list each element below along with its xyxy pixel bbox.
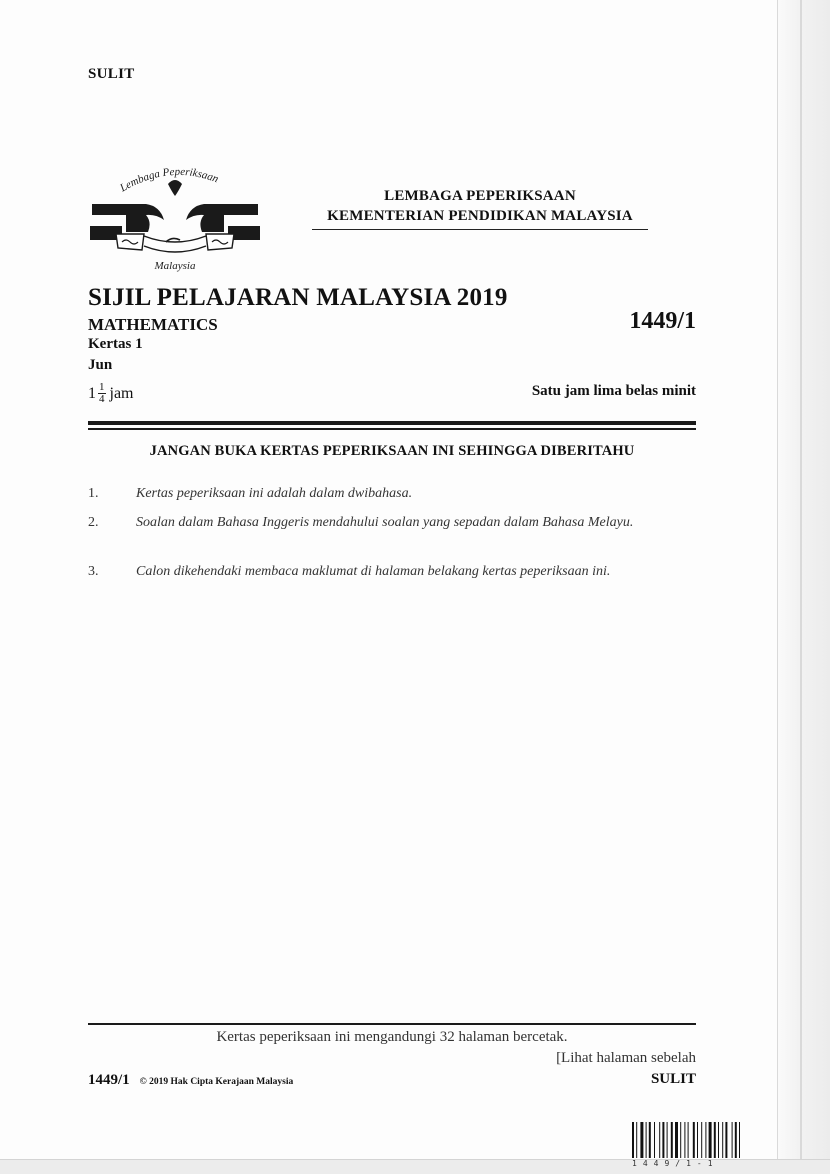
barcode-bar xyxy=(709,1122,712,1158)
divider-thin xyxy=(88,428,696,430)
instruction-text: Soalan dalam Bahasa Inggeris mendahului soalan yang sepadan dalam Bahasa Melayu. xyxy=(136,515,634,530)
page-count-note: Kertas peperiksaan ini mengandungi 32 halaman bercetak. xyxy=(216,1029,568,1045)
instruction-number: 2. xyxy=(88,515,99,530)
barcode-bar xyxy=(671,1122,673,1158)
barcode-bar xyxy=(739,1122,740,1158)
barcode-bar xyxy=(732,1122,733,1158)
barcode-bar xyxy=(654,1122,655,1158)
turn-over-note: [Lihat halaman sebelah xyxy=(556,1050,696,1066)
paper-code: 1449/1 xyxy=(629,308,696,334)
barcode-bar xyxy=(705,1122,706,1158)
barcode-icon xyxy=(632,1122,782,1158)
barcode-bar xyxy=(680,1122,681,1158)
instruction-item xyxy=(88,484,696,504)
duration-denominator: 4 xyxy=(99,393,105,405)
instruction-item xyxy=(88,562,696,582)
barcode-bar xyxy=(714,1122,716,1158)
duration-whole: 1 xyxy=(88,384,96,402)
footer-divider xyxy=(88,1023,696,1025)
paper-number: Kertas 1 xyxy=(88,336,143,352)
exam-title: SIJIL PELAJARAN MALAYSIA 2019 xyxy=(88,284,508,311)
barcode-bar xyxy=(693,1122,695,1158)
barcode-text: 1449/1-1 xyxy=(632,1159,719,1168)
barcode-bar xyxy=(646,1122,647,1158)
warning-text: JANGAN BUKA KERTAS PEPERIKSAAN INI SEHINGGA DIBERITAHU xyxy=(149,443,635,459)
barcode-bar xyxy=(636,1122,637,1158)
barcode-bar xyxy=(725,1122,727,1158)
duration-frac xyxy=(98,382,106,405)
barcode-bar xyxy=(688,1122,689,1158)
instruction-text: Kertas peperiksaan ini adalah dalam dwibahasa. xyxy=(136,486,413,501)
paper-edge-right xyxy=(777,0,830,1174)
barcode-bar xyxy=(640,1122,643,1158)
duration-words: Satu jam lima belas minit xyxy=(531,383,696,399)
exam-month: Jun xyxy=(88,357,113,373)
exam-board xyxy=(312,186,648,230)
ministry-name: KEMENTERIAN PENDIDIKAN MALAYSIA xyxy=(312,206,648,230)
instruction-text: Calon dikehendaki membaca maklumat di halaman belakang kertas peperiksaan ini. xyxy=(136,564,611,579)
barcode-bar xyxy=(662,1122,664,1158)
classification-top: SULIT xyxy=(88,66,135,82)
barcode-bar xyxy=(684,1122,685,1158)
barcode-bar xyxy=(701,1122,702,1158)
classification-bottom: SULIT xyxy=(650,1071,696,1087)
instruction-item xyxy=(88,513,696,533)
barcode-bar xyxy=(718,1122,719,1158)
instruction-number: 1. xyxy=(88,486,99,501)
barcode-bar xyxy=(632,1122,634,1158)
logo-arc-text: Lembaga Peperiksaan xyxy=(118,165,221,195)
footer-paper-code: 1449/1 xyxy=(88,1072,130,1088)
board-name: LEMBAGA PEPERIKSAAN xyxy=(384,188,576,204)
duration-numerator: 1 xyxy=(99,381,105,393)
barcode-bar xyxy=(649,1122,651,1158)
barcode-bar xyxy=(722,1122,723,1158)
footer-code-copyright xyxy=(88,1072,293,1089)
logo-bottom-text: Malaysia xyxy=(154,260,196,272)
barcode-bar xyxy=(659,1122,660,1158)
divider-thick xyxy=(88,421,696,425)
duration-unit: jam xyxy=(109,384,134,402)
instruction-number: 3. xyxy=(88,564,99,579)
copyright-notice: © 2019 Hak Cipta Kerajaan Malaysia xyxy=(139,1077,294,1087)
lembaga-peperiksaan-seal-icon xyxy=(86,162,264,274)
barcode-bar xyxy=(675,1122,678,1158)
barcode-bar xyxy=(697,1122,698,1158)
duration-fraction xyxy=(88,382,134,405)
subject-name: MATHEMATICS xyxy=(88,315,218,334)
barcode-bar xyxy=(735,1122,737,1158)
barcode-bar xyxy=(667,1122,668,1158)
